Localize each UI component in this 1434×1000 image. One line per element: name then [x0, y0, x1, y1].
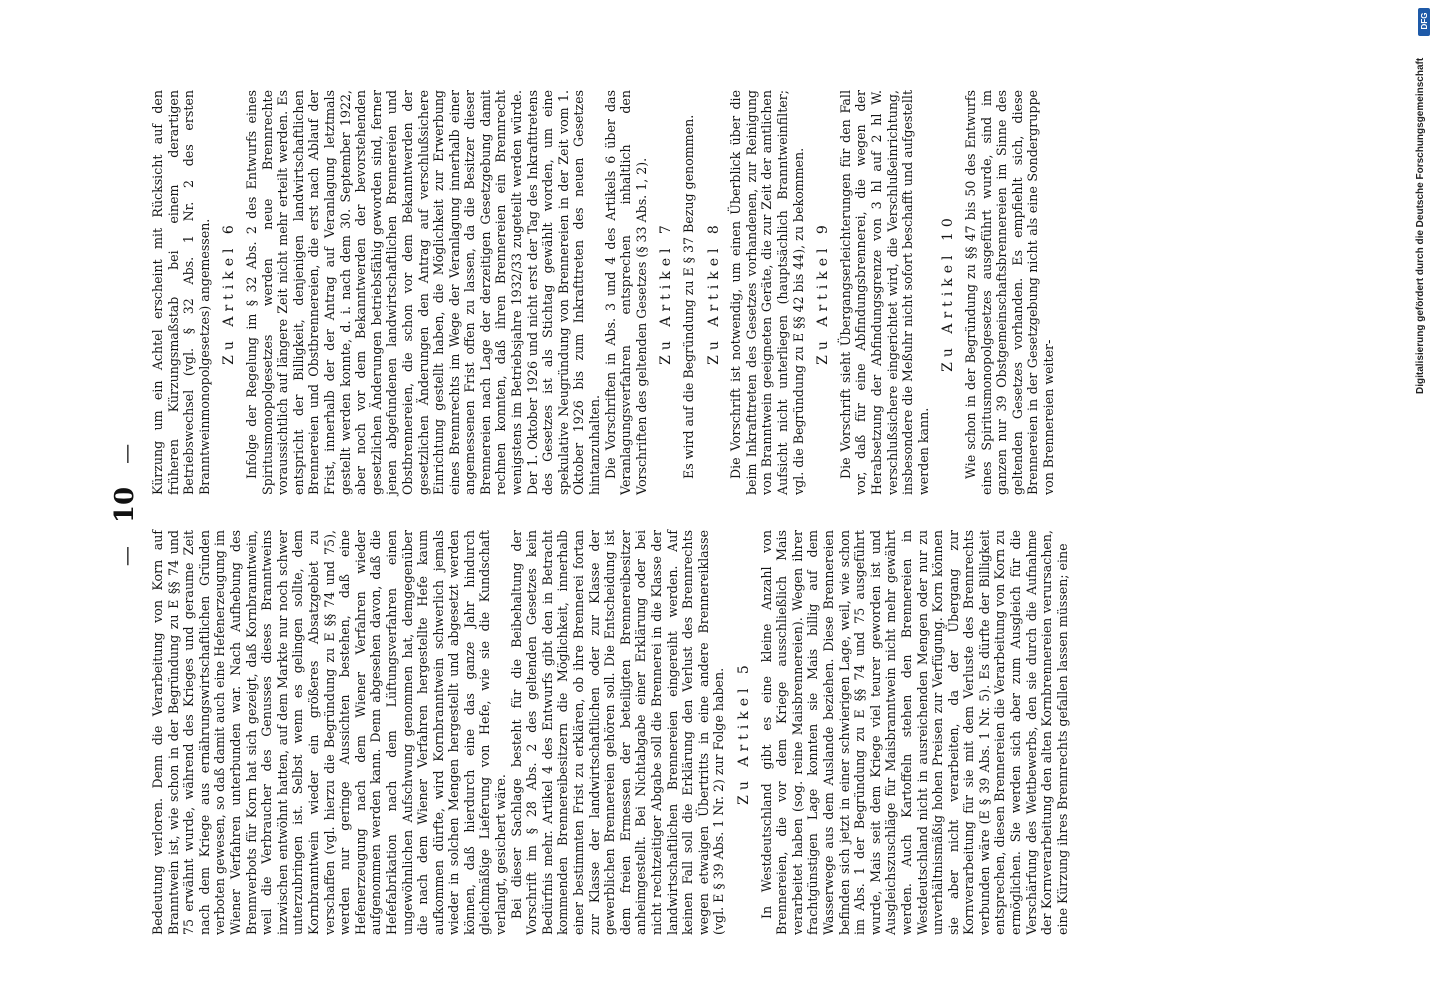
- left-paragraph-1: Bedeutung verloren. Denn die Verarbeitung von Korn auf Branntwein ist, wie schon in der Begründung zu E §§ 74 und 75 erwähnt wurde, während des Krieges und geraume Zeit nach dem Kriege aus ernährungswirtschaftlichen Gründen verboten gewesen, so daß damit auch eine Hefenerzeugung im Wiener Verfahren unterbunden war. Nach Aufhebung des Brennverbots für Korn hat sich gezeigt, daß Kornbranntwein, weil die Verbraucher des Genusses dieses Branntweins inzwischen entwöhnt hatten, auf dem Markte nur noch schwer unterzubringen ist. Selbst wenn es gelingen sollte, dem Kornbranntwein wieder ein größeres Absatzgebiet zu verschaffen (vgl. hierzu die Begründung zu E §§ 74 und 75), werden nur geringe Aussichten bestehen, daß eine Hefenerzeugung nach dem Wiener Verfahren wieder aufgenommen werden kann. Denn abgesehen davon, daß die Hefefabrikation nach dem Lüftungsverfahren einen ungewöhnlichen Aufschwung genommen hat, demgegenüber die nach dem Wiener Verfahren hergestellte Hefe kaum aufkommen dürfte, wird Kornbranntwein schwerlich jemals wieder in solchen Mengen hergestellt und abgesetzt werden können, daß hierdurch eine das ganze Jahr hindurch gleichmäßige Lieferung von Hefe, wie sie die Kundschaft verlangt, gesichert wäre.: [150, 530, 509, 935]
- right-paragraph-2: Infolge der Regelung im § 32 Abs. 2 des Entwurfs eines Spiritusmonopolgesetzes werden neue Brennrechte voraussichtlich auf längere Zeit nicht mehr erteilt werden. Es entspricht der Billigkeit, denjenigen landwirtschaftlichen Brennereien und Obstbrennereien, die erst nach Ablauf der Frist, innerhalb der der Antrag auf Veranlagung letztmals gestellt werden konnte, d. i. nach dem 30. September 1922, aber noch vor dem Bekanntwerden der bevorstehenden gesetzlichen Änderungen betriebsfähig geworden sind, ferner jenen abgefundenen landwirtschaftlichen Brennereien und Obstbrennereien, die schon vor dem Bekanntwerden der gesetzlichen Änderungen den Antrag auf verschlußsichere Einrichtung gestellt haben, die Möglichkeit zur Erwerbung eines Brennrechts im Wege der Veranlagung innerhalb einer angemessenen Frist offen zu lassen, da die Besitzer dieser Brennereien nach Lage der derzeitigen Gesetzgebung damit rechnen konnten, daß ihren Brennereien ein Brennrecht wenigstens im Betriebsjahre 1932/33 zugeteilt werden würde. Der 1. Oktober 1926 und nicht erst der Tag des Inkrafttretens des Gesetzes ist als Stichtag gewählt worden, um eine spekulative Neugründung von Brennereien in der Zeit vom 1. Oktober 1926 bis zum Inkrafttreten des neuen Gesetzes hintanzuhalten.: [243, 90, 603, 495]
- watermark-text: Digitalisierung gefördert durch die Deutsche Forschungsgemeinschaft: [1415, 57, 1426, 394]
- rotated-page-content: [110, 75, 1310, 935]
- page-header: [110, 75, 140, 935]
- left-column: [150, 530, 1070, 935]
- right-paragraph-3: Die Vorschriften in Abs. 3 und 4 des Artikels 6 über das Veranlagungsverfahren entsprechen inhaltlich den Vorschriften des geltenden Gesetzes (§ 33 Abs. 1, 2).: [602, 90, 649, 495]
- right-paragraph-7: Wie schon in der Begründung zu §§ 47 bis 50 des Entwurfs eines Spiritusmonopolgesetzes ausgeführt wurde, sind im ganzen nur 39 Obstgemeinschaftsbrennereien im Sinne des geltenden Gesetzes vorhanden. Es empfiehlt sich, diese Brennereien in der Gesetzgebung nicht als eine Sondergruppe von Brennereien weiter-: [962, 90, 1056, 495]
- header-dash-right: —: [114, 443, 138, 464]
- right-column: [150, 90, 1056, 495]
- right-paragraph-4: Es wird auf die Begründung zu E § 37 Bezug genommen.: [681, 114, 696, 479]
- right-paragraph-6: Die Vorschrift sieht Übergangserleichterungen für den Fall vor, daß für eine Abfindungsbrennerei, die wegen der Herabsetzung der Abfindungsgrenze von 3 hl auf 2 hl W. verschlußsichere eingerichtet wird, die Verschlußeinrichtung, insbesondere die Meßuhr nicht sofort beschafft und aufgestellt werden kann.: [837, 90, 931, 495]
- heading-artikel-5: Zu Artikel 5: [735, 660, 752, 805]
- heading-artikel-7: Zu Artikel 7: [658, 220, 675, 365]
- dfg-logo-label: DFG: [1420, 12, 1429, 30]
- left-paragraph-3: In Westdeutschland gibt es eine kleine Anzahl von Brennereien, die vor dem Kriege ausschließlich Mais verarbeitet haben (sog. reine Maisbrennereien). Wegen ihrer frachtgünstigen Lage konnten sie Mais billig auf dem Wasserwege aus dem Auslande beziehen. Diese Brennereien befinden sich jetzt in einer schwierigen Lage, weil, wie schon im Abs. 1 der Begründung zu E §§ 74 und 75 ausgeführt wurde, Mais seit dem Kriege viel teurer geworden ist und Ausgleichszuschläge für Maisbranntwein nicht mehr gewährt werden. Auch Kartoffeln stehen den Brennereien in Westdeutschland nicht in ausreichenden Mengen oder nur zu unverhältnismäßig hohen Preisen zur Verfügung. Korn können sie aber nicht verarbeiten, da der Übergang zur Kornverarbeitung für sie mit dem Verluste des Brennrechts verbunden wäre (E § 39 Abs. 1 Nr. 5). Es dürfte der Billigkeit entsprechen, diesen Brennereien die Verarbeitung von Korn zu ermöglichen. Sie werden sich aber zum Ausgleich für die Verschärfung des Wettbewerbs, den sie durch die Aufnahme der Kornverarbeitung den alten Kornbrennereien verursachen, eine Kürzung ihres Brennrechts gefallen lassen müssen; eine: [758, 530, 1070, 935]
- left-paragraph-2: Bei dieser Sachlage besteht für die Beibehaltung der Vorschrift im § 28 Abs. 2 des geltenden Gesetzes kein Bedürfnis mehr. Artikel 4 des Entwurfs gibt den in Betracht kommenden Brennereibesitzern die Möglichkeit, innerhalb einer bestimmten Frist zu erklären, ob ihre Brennerei fortan zur Klasse der landwirtschaftlichen oder zur Klasse der gewerblichen Brennereien gehören soll. Die Entscheidung ist dem freien Ermessen der beteiligten Brennereibesitzer anheimgestellt. Bei Nichtabgabe einer Erklärung oder bei nicht rechtzeitiger Abgabe soll die Brennerei in die Klasse der landwirtschaftlichen Brennereien eingereiht werden. Auf keinen Fall soll die Erklärung den Verlust des Brennrechts wegen etwaigen Übertritts in eine andere Brennereiklasse (vgl. E § 39 Abs. 1 Nr. 2) zur Folge haben.: [508, 530, 727, 935]
- heading-artikel-10: Zu Artikel 10: [940, 213, 957, 372]
- right-paragraph-5: Die Vorschrift ist notwendig, um einen Überblick über die beim Inkrafttreten des Gesetzes vorhandenen, zur Reinigung von Branntwein geeigneten Geräte, die zur Zeit der amtlichen Aufsicht nicht unterliegen (hauptsächlich Branntweinfilter; vgl. die Begründung zu E §§ 42 bis 44), zu bekommen.: [728, 90, 806, 495]
- right-paragraph-1: Kürzung um ein Achtel erscheint mit Rücksicht auf den früheren Kürzungsmaßstab bei einem derartigen Betriebswechsel (vgl. § 32 Abs. 1 Nr. 2 des ersten Branntweinmonopolgesetzes) angemessen.: [150, 90, 212, 495]
- heading-artikel-8: Zu Artikel 8: [705, 220, 722, 365]
- page-number: 10: [110, 486, 140, 524]
- digitization-watermark: [1412, 8, 1432, 998]
- dfg-logo-icon: [1418, 8, 1430, 36]
- header-dash-left: —: [114, 546, 138, 567]
- heading-artikel-6: Zu Artikel 6: [221, 220, 238, 365]
- heading-artikel-9: Zu Artikel 9: [815, 220, 832, 365]
